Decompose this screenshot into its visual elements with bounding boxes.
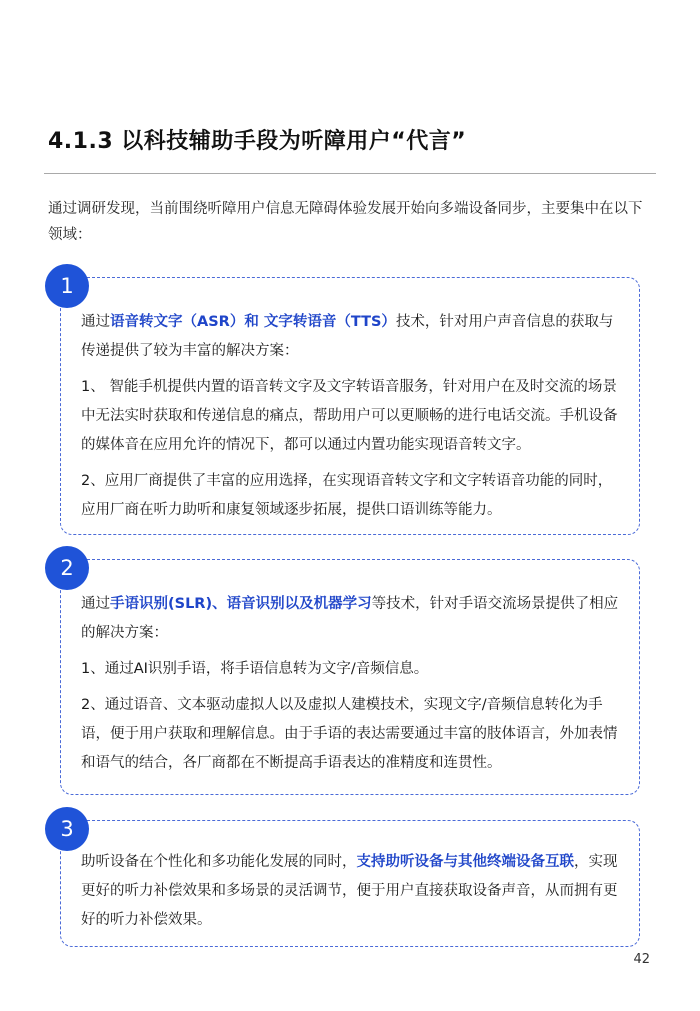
section-1-card: [60, 277, 640, 535]
section-3-lead-highlight: 支持助听设备与其他终端设备互联: [356, 854, 574, 870]
section-1-item-1: 1、 智能手机提供内置的语音转文字及文字转语音服务，针对用户在及时交流的场景中无法实时获取和传递信息的痛点，帮助用户可以更顺畅的进行电话交流。手机设备的媒体音在应用允许的情况下，都可以通过内置功能实现语音转文字。: [81, 379, 618, 453]
section-3-card: [60, 820, 640, 947]
page-title: 4.1.3 以科技辅助手段为听障用户“代言”: [48, 129, 467, 154]
intro-paragraph: 通过调研发现，当前围绕听障用户信息无障碍体验发展开始向多端设备同步，主要集中在以下领域：: [48, 201, 643, 243]
section-2-lead: [81, 590, 625, 648]
section-2-item-1: 1、通过AI识别手语，将手语信息转为文字/音频信息。: [81, 661, 429, 677]
page-number: 42: [633, 952, 650, 967]
section-1-lead-highlight: 语音转文字（ASR）和 文字转语音（TTS）: [110, 314, 396, 330]
section-2-number-badge: 2: [45, 546, 89, 590]
section-3-number-badge: 3: [45, 807, 89, 851]
section-2-lead-highlight: 手语识别(SLR)、语音识别以及机器学习: [110, 596, 372, 612]
section-3-lead: [81, 848, 625, 935]
section-3-lead-text: 助听设备在个性化和多功能化发展的同时，: [81, 854, 357, 870]
section-2-lead-text-end: 等技术，针对手语交流场景提供了相应的解决方案：: [81, 596, 619, 641]
section-1-number-badge: 1: [45, 264, 89, 308]
section-1-item-2: 2、应用厂商提供了丰富的应用选择，在实现语音转文字和文字转语音功能的同时，应用厂商在听力助听和康复领域逐步拓展，提供口语训练等能力。: [81, 473, 613, 518]
section-1-lead-text: 通过: [81, 314, 110, 330]
section-1-lead: [81, 308, 625, 366]
section-1-lead-text-end: 技术，针对用户声音信息的获取与传递提供了较为丰富的解决方案：: [81, 314, 614, 359]
title-divider: [44, 173, 656, 174]
section-2-item-2: 2、通过语音、文本驱动虚拟人以及虚拟人建模技术，实现文字/音频信息转化为手语，便于用户获取和理解信息。由于手语的表达需要通过丰富的肢体语言，外加表情和语气的结合，各厂商都在不断提高手语表达的准精度和连贯性。: [81, 697, 618, 771]
section-2-lead-text: 通过: [81, 596, 110, 612]
section-2-card: [60, 559, 640, 795]
section-3-lead-text-end: ，实现更好的听力补偿效果和多场景的灵活调节，便于用户直接获取设备声音，从而拥有更好的听力补偿效果。: [81, 854, 618, 928]
